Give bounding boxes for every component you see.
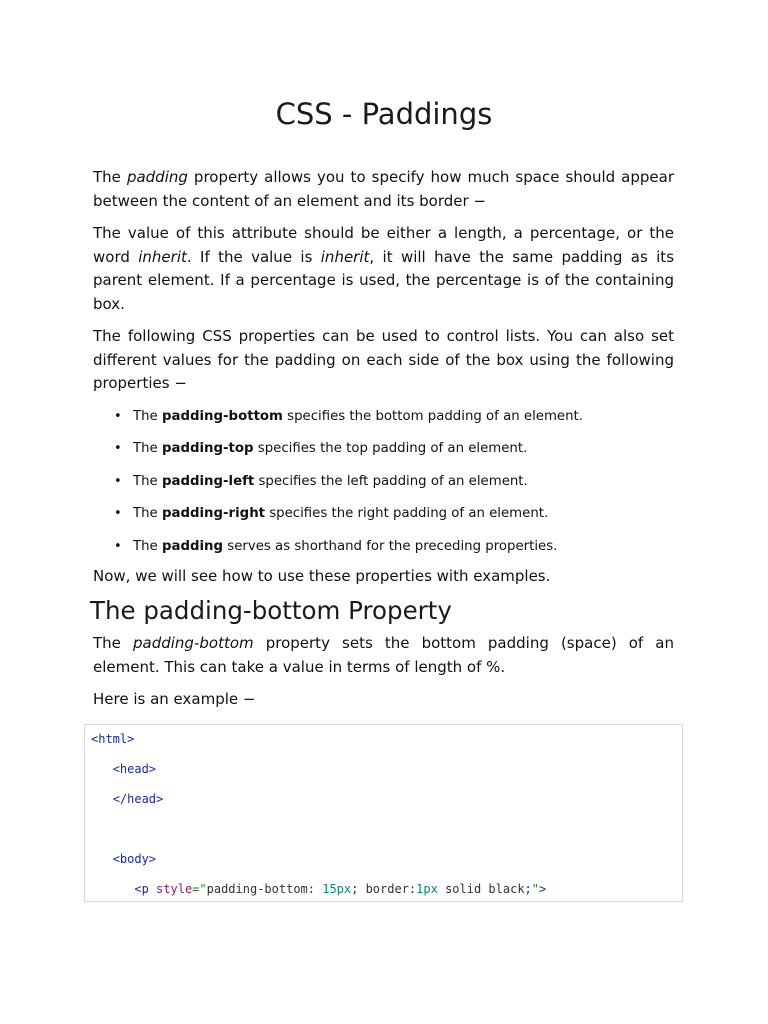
text: The [133,441,162,456]
text: specifies the right padding of an element. [265,506,549,521]
property-name: padding-left [161,473,255,489]
section-paragraph [93,632,674,679]
code-example-block[interactable] [84,724,683,902]
text: The [93,168,127,186]
code-line [91,881,546,897]
property-name: padding-bottom [161,408,283,424]
intro-paragraph-1 [93,166,674,213]
text: The value of this attribute should be either a length, a percentage, or the word [93,224,674,266]
code-string: " [531,882,539,896]
property-name: padding [161,538,224,554]
emphasis-bottom: bottom [199,634,254,652]
example-intro: Here is an example − [93,690,256,708]
code-property: padding-bottom: [206,882,323,896]
code-line [91,761,156,777]
property-name: padding-top [161,441,254,456]
code-value: solid black; [437,882,532,896]
section-body [93,632,674,721]
text: - [193,634,200,652]
code-punct: ; [351,882,366,896]
list-item [133,472,674,491]
text: property sets the bottom padding (space) of an element. This can take a value in terms of length of %. [93,634,675,676]
after-list-paragraph: Now, we will see how to use these properties with examples. [93,567,551,585]
text: specifies the top padding of an element. [253,441,528,456]
list-item [133,439,674,458]
code-line [91,731,134,747]
list-item [133,407,674,426]
code-attribute: style [156,882,193,896]
section-heading: The padding-bottom Property [90,596,452,625]
code-tag: <html> [91,732,135,746]
code-number: 1px [416,882,438,896]
text: The [133,408,162,424]
code-line [91,791,163,807]
intro-section [93,166,674,598]
code-number: 15px [322,882,352,896]
property-name: padding-right [161,506,266,521]
list-item [133,537,674,556]
text: The [93,634,133,652]
code-tag: </head> [112,792,164,806]
intro-paragraph-2 [93,222,674,316]
text: specifies the left padding of an element. [254,473,528,489]
text: The [133,506,162,521]
code-tag: <body> [112,852,157,866]
text: specifies the bottom padding of an element. [282,408,583,424]
emphasis-inherit: inherit [138,247,187,266]
page-title: CSS - Paddings [275,97,493,131]
properties-list [93,407,674,556]
text: The [133,538,162,554]
text: serves as shorthand for the preceding properties. [223,538,558,554]
text: The [133,473,162,489]
emphasis-padding: padding [126,168,188,186]
code-property: border: [365,882,417,896]
text: , it will have the same padding as its parent element. If a percentage is used, the percentage is of the containing box. [93,247,675,313]
text: . If the value is [186,247,321,266]
code-tag: <p [134,882,149,896]
code-tag: > [539,882,547,896]
emphasis-inherit: inherit [320,247,370,266]
list-item [133,504,674,523]
code-tag: <head> [112,762,157,776]
intro-paragraph-3: The following CSS properties can be used to control lists. You can also set different values for the padding on each side of the box using the following properties − [93,327,674,392]
code-line [91,851,156,867]
code-string: =" [192,882,207,896]
text: property allows you to specify how much space should appear between the content of an element and its border − [93,168,674,210]
emphasis-padding: padding [133,634,194,652]
